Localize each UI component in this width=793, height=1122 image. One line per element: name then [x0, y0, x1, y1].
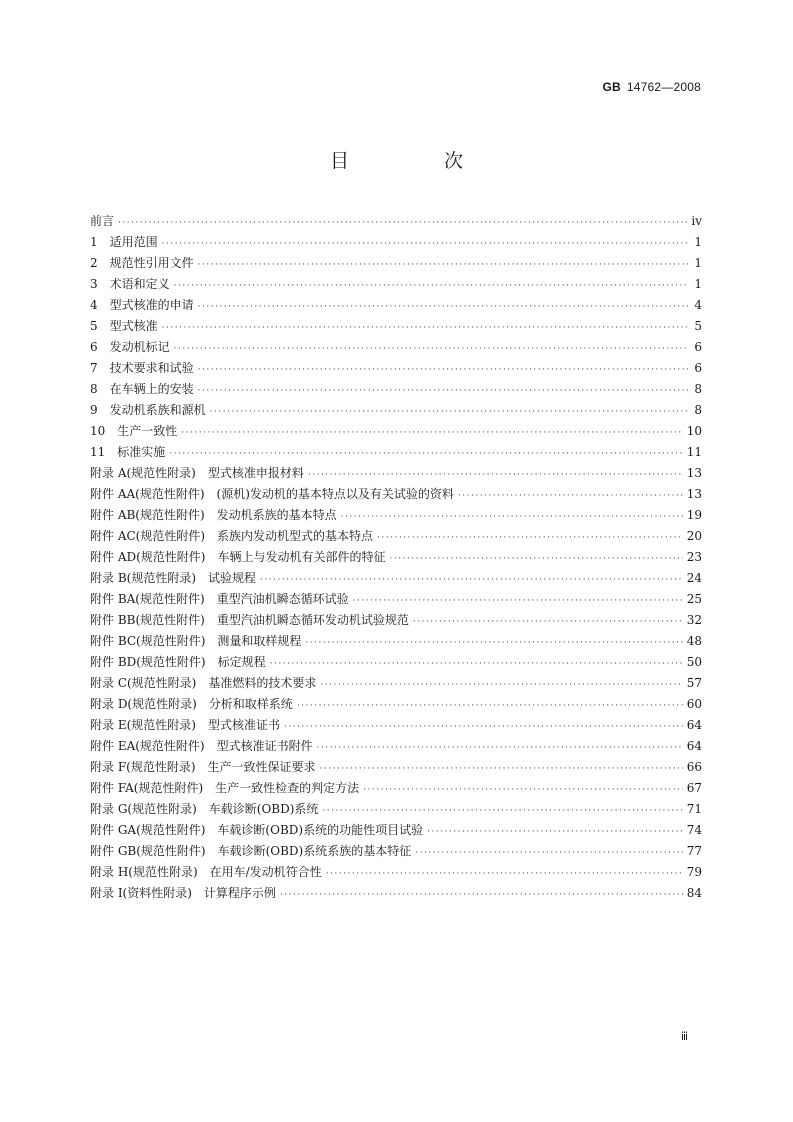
toc-entry[interactable] — [90, 757, 702, 778]
page-title: 目 次 — [329, 150, 501, 172]
toc-leader-dots — [413, 612, 683, 631]
toc-entry-label: 附录 G(规范性附录) 车载诊断(OBD)系统 — [90, 802, 319, 816]
standard-code: 14762—2008 — [626, 80, 701, 94]
toc-entry[interactable] — [90, 379, 702, 400]
toc-leader-dots — [320, 675, 682, 694]
toc-entry-page: 50 — [686, 655, 702, 669]
toc-entry[interactable] — [90, 547, 702, 568]
toc-leader-dots — [363, 780, 683, 799]
toc-leader-dots — [280, 885, 683, 904]
toc-entry-page: 71 — [686, 802, 702, 816]
toc-entry-page: 10 — [686, 424, 702, 438]
toc-entry[interactable] — [90, 736, 702, 757]
toc-entry-label: 11 标准实施 — [90, 445, 166, 459]
toc-entry-page: 25 — [686, 592, 702, 606]
toc-leader-dots — [415, 843, 682, 862]
toc-entry-label: 附录 E(规范性附录) 型式核准证书 — [90, 718, 280, 732]
toc-entry-label: 附件 AA(规范性附件) (源机)发动机的基本特点以及有关试验的资料 — [90, 487, 454, 501]
toc-entry-label: 附件 AB(规范性附件) 发动机系族的基本特点 — [90, 508, 337, 522]
toc-entry-label: 4 型式核准的申请 — [90, 298, 194, 312]
toc-leader-dots — [270, 654, 683, 673]
toc-entry-page: 13 — [686, 466, 702, 480]
toc-leader-dots — [260, 570, 683, 589]
toc-entry-page: 23 — [686, 550, 702, 564]
toc-entry[interactable] — [90, 358, 702, 379]
toc-entry[interactable] — [90, 862, 702, 883]
toc-entry-label: 附件 AD(规范性附件) 车辆上与发动机有关部件的特征 — [90, 550, 386, 564]
toc-leader-dots — [320, 759, 683, 778]
toc-entry-page: 5 — [694, 319, 702, 333]
toc-entry[interactable] — [90, 526, 702, 547]
toc-entry[interactable] — [90, 610, 702, 631]
toc-entry-label: 附录 D(规范性附录) 分析和取样系统 — [90, 697, 293, 711]
toc-entry[interactable] — [90, 421, 702, 442]
toc-leader-dots — [210, 402, 688, 421]
toc-entry-label: 3 术语和定义 — [90, 277, 170, 291]
toc-entry[interactable] — [90, 211, 702, 232]
toc-entry[interactable] — [90, 505, 702, 526]
toc-entry[interactable] — [90, 274, 702, 295]
toc-entry-page: 48 — [686, 634, 702, 648]
toc-leader-dots — [458, 486, 683, 505]
toc-entry[interactable] — [90, 883, 702, 904]
toc-entry-page: 60 — [686, 697, 702, 711]
toc-entry-label: 附件 BD(规范性附件) 标定规程 — [90, 655, 266, 669]
toc-entry[interactable] — [90, 253, 702, 274]
toc-entry-label: 附录 I(资料性附录) 计算程序示例 — [90, 886, 276, 900]
standard-prefix: GB — [602, 80, 621, 94]
toc-leader-dots — [389, 549, 682, 568]
toc-entry-page: 84 — [686, 886, 702, 900]
toc-leader-dots — [198, 360, 688, 379]
toc-entry-label: 7 技术要求和试验 — [90, 361, 194, 375]
toc-leader-dots — [181, 423, 682, 442]
toc-entry-label: 5 型式核准 — [90, 319, 158, 333]
toc-entry-page: 6 — [694, 340, 702, 354]
toc-entry[interactable] — [90, 778, 702, 799]
toc-entry[interactable] — [90, 673, 702, 694]
toc-entry-page: 77 — [686, 844, 702, 858]
toc-leader-dots — [427, 822, 683, 841]
toc-leader-dots — [326, 864, 683, 883]
toc-entry[interactable] — [90, 400, 702, 421]
toc-leader-dots — [353, 591, 683, 610]
toc-entry[interactable] — [90, 484, 702, 505]
toc-entry[interactable] — [90, 442, 702, 463]
toc-entry[interactable] — [90, 694, 702, 715]
toc-entry-label: 附件 EA(规范性附件) 型式核准证书附件 — [90, 739, 313, 753]
toc-leader-dots — [297, 696, 683, 715]
toc-leader-dots — [118, 213, 687, 232]
toc-entry-label: 9 发动机系族和源机 — [90, 403, 206, 417]
toc-entry[interactable] — [90, 841, 702, 862]
toc-entry-page: 64 — [686, 718, 702, 732]
toc-entry[interactable] — [90, 631, 702, 652]
toc-entry-page: 8 — [694, 403, 702, 417]
toc-leader-dots — [284, 717, 683, 736]
toc-entry-label: 附录 A(规范性附录) 型式核准申报材料 — [90, 466, 304, 480]
toc-entry-page: 19 — [686, 508, 702, 522]
standard-number — [603, 80, 701, 94]
toc-entry-label: 附录 H(规范性附录) 在用车/发动机符合性 — [90, 865, 322, 879]
toc-entry-label: 附录 F(规范性附录) 生产一致性保证要求 — [90, 760, 316, 774]
toc-entry[interactable] — [90, 799, 702, 820]
toc-entry-page: 13 — [686, 487, 702, 501]
toc-entry-page: 79 — [686, 865, 702, 879]
page-number: ⅲ — [680, 1031, 688, 1043]
toc-entry-label: 1 适用范围 — [90, 235, 158, 249]
toc-leader-dots — [305, 633, 682, 652]
toc-entry-page: 67 — [686, 781, 702, 795]
toc-leader-dots — [169, 444, 682, 463]
toc-entry-page: 6 — [694, 361, 702, 375]
toc-leader-dots — [317, 738, 683, 757]
toc-leader-dots — [308, 465, 683, 484]
toc-entry[interactable] — [90, 295, 702, 316]
toc-entry-page: 32 — [686, 613, 702, 627]
toc-entry-label: 8 在车辆上的安装 — [90, 382, 194, 396]
toc-entry-label: 前言 — [90, 214, 115, 228]
toc-leader-dots — [377, 528, 683, 547]
toc-leader-dots — [174, 339, 688, 358]
toc-entry-page: 1 — [694, 256, 702, 270]
toc-entry-page: 1 — [694, 277, 702, 291]
toc-entry-label: 10 生产一致性 — [90, 424, 178, 438]
toc-entry[interactable] — [90, 463, 702, 484]
toc-leader-dots — [198, 381, 688, 400]
toc-entry-label: 附件 GB(规范性附件) 车载诊断(OBD)系统系族的基本特征 — [90, 844, 412, 858]
toc-entry-label: 附件 BA(规范性附件) 重型汽油机瞬态循环试验 — [90, 592, 349, 606]
toc-entry[interactable] — [90, 568, 702, 589]
toc-entry-label: 附件 AC(规范性附件) 系族内发动机型式的基本特点 — [90, 529, 374, 543]
toc-leader-dots — [341, 507, 683, 526]
toc-entry[interactable] — [90, 652, 702, 673]
toc-entry[interactable] — [90, 316, 702, 337]
toc-entry-page: 57 — [686, 676, 702, 690]
toc-entry-label: 附件 BB(规范性附件) 重型汽油机瞬态循环发动机试验规范 — [90, 613, 409, 627]
toc-leader-dots — [162, 318, 688, 337]
toc-entry-label: 2 规范性引用文件 — [90, 256, 194, 270]
toc-entry[interactable] — [90, 715, 702, 736]
toc-entry[interactable] — [90, 820, 702, 841]
toc-entry[interactable] — [90, 589, 702, 610]
toc-entry-page: 74 — [686, 823, 702, 837]
toc-entry-label: 6 发动机标记 — [90, 340, 170, 354]
toc-entry-label: 附件 FA(规范性附件) 生产一致性检查的判定方法 — [90, 781, 360, 795]
toc-entry-page: 11 — [686, 445, 702, 459]
toc-entry[interactable] — [90, 232, 702, 253]
toc-entry-page: 20 — [686, 529, 702, 543]
toc-entry-page: 8 — [694, 382, 702, 396]
toc-entry-label: 附件 BC(规范性附件) 测量和取样规程 — [90, 634, 302, 648]
toc-entry-label: 附录 C(规范性附录) 基准燃料的技术要求 — [90, 676, 317, 690]
toc-leader-dots — [174, 276, 688, 295]
toc-entry-page: 24 — [686, 571, 702, 585]
toc-entry-page: 64 — [686, 739, 702, 753]
table-of-contents — [90, 211, 702, 904]
toc-leader-dots — [198, 255, 688, 274]
toc-entry[interactable] — [90, 337, 702, 358]
toc-entry-page: 1 — [694, 235, 702, 249]
toc-entry-page: ⅳ — [691, 214, 702, 228]
toc-leader-dots — [198, 297, 688, 316]
toc-leader-dots — [162, 234, 688, 253]
toc-entry-label: 附件 GA(规范性附件) 车载诊断(OBD)系统的功能性项目试验 — [90, 823, 424, 837]
toc-entry-page: 66 — [686, 760, 702, 774]
toc-leader-dots — [322, 801, 682, 820]
toc-entry-label: 附录 B(规范性附录) 试验规程 — [90, 571, 256, 585]
toc-entry-page: 4 — [694, 298, 702, 312]
